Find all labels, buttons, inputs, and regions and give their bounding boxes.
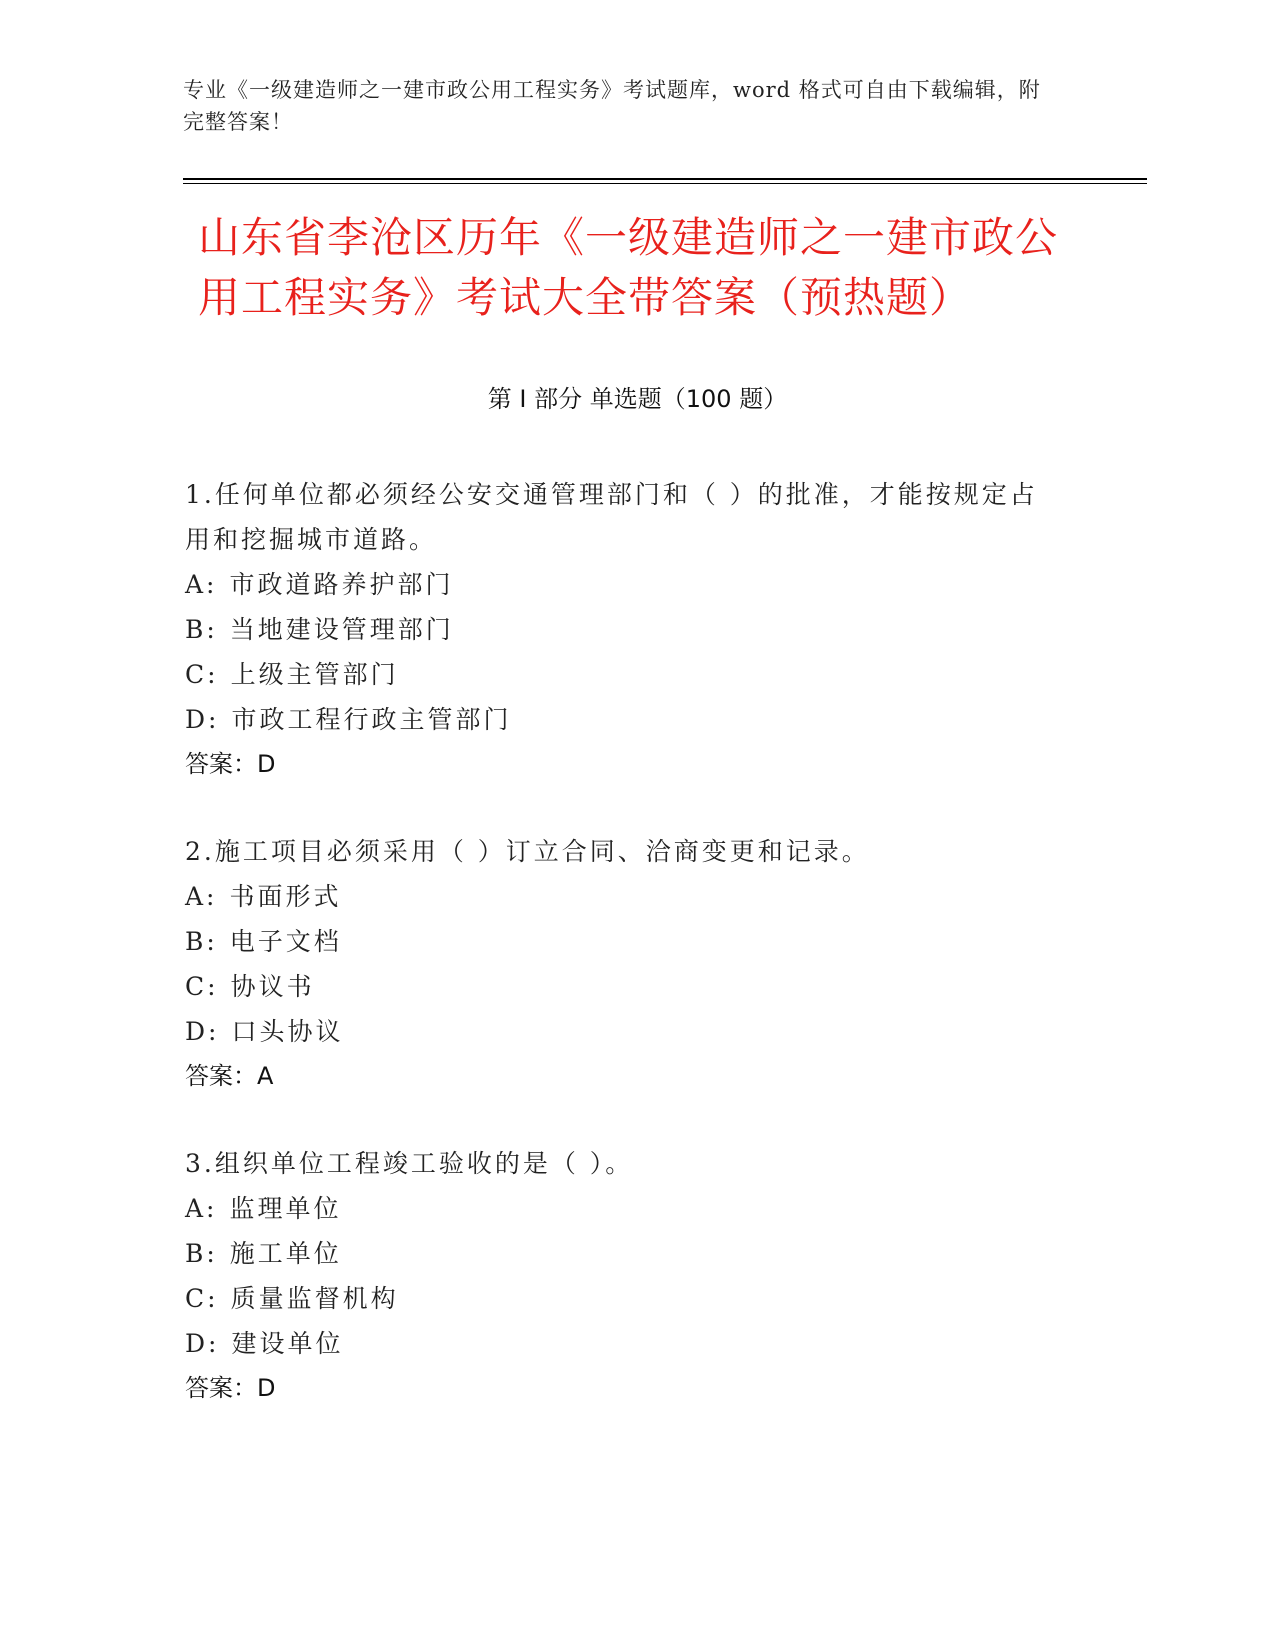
option-c: [185, 964, 1065, 1009]
header-note: 专业《一级建造师之一建市政公用工程实务》考试题库，word 格式可自由下载编辑，附完整答案！: [183, 78, 1041, 134]
answer: 答案：A: [185, 1062, 274, 1090]
question-3: [185, 1141, 1065, 1411]
option-b: [185, 607, 1065, 652]
option-c: [185, 652, 1065, 697]
option-text: 当地建设管理部门: [229, 615, 454, 644]
option-key: B:: [185, 927, 218, 956]
option-a: [185, 562, 1065, 607]
option-key: D:: [185, 705, 220, 734]
option-key: A:: [185, 882, 218, 911]
option-key: A:: [185, 1194, 218, 1223]
question-stem: 3.组织单位工程竣工验收的是（ ）。: [185, 1149, 634, 1178]
option-key: B:: [185, 615, 218, 644]
question-stem: 2.施工项目必须采用（ ）订立合同、洽商变更和记录。: [185, 837, 870, 866]
option-key: A:: [185, 570, 218, 599]
option-key: C:: [185, 660, 219, 689]
option-key: C:: [185, 972, 219, 1001]
option-text: 市政工程行政主管部门: [231, 705, 512, 734]
option-key: B:: [185, 1239, 218, 1268]
answer: 答案：D: [185, 750, 276, 778]
option-text: 质量监督机构: [230, 1284, 399, 1313]
option-d: [185, 1009, 1065, 1054]
option-key: D:: [185, 1329, 220, 1358]
question-1: [185, 472, 1065, 787]
option-d: [185, 697, 1065, 742]
option-key: C:: [185, 1284, 219, 1313]
header-rule-thick: [183, 178, 1147, 180]
option-c: [185, 1276, 1065, 1321]
option-b: [185, 919, 1065, 964]
section-title: 第 I 部分 单选题（100 题）: [487, 385, 788, 413]
option-d: [185, 1321, 1065, 1366]
option-text: 协议书: [230, 972, 315, 1001]
option-key: D:: [185, 1017, 220, 1046]
option-text: 书面形式: [229, 882, 342, 911]
option-text: 电子文档: [229, 927, 342, 956]
question-stem: 1.任何单位都必须经公安交通管理部门和（ ）的批准，才能按规定占用和挖掘城市道路。: [185, 480, 1038, 554]
document-title: 山东省李沧区历年《一级建造师之一建市政公用工程实务》考试大全带答案（预热题）: [198, 213, 1059, 322]
question-2: [185, 829, 1065, 1099]
option-text: 口头协议: [231, 1017, 344, 1046]
option-text: 上级主管部门: [230, 660, 399, 689]
option-a: [185, 1186, 1065, 1231]
answer: 答案：D: [185, 1374, 276, 1402]
option-a: [185, 874, 1065, 919]
option-b: [185, 1231, 1065, 1276]
question-list: [185, 472, 1065, 1453]
option-text: 市政道路养护部门: [229, 570, 454, 599]
option-text: 施工单位: [229, 1239, 342, 1268]
option-text: 建设单位: [231, 1329, 344, 1358]
option-text: 监理单位: [229, 1194, 342, 1223]
header-rule-thin: [183, 183, 1147, 184]
